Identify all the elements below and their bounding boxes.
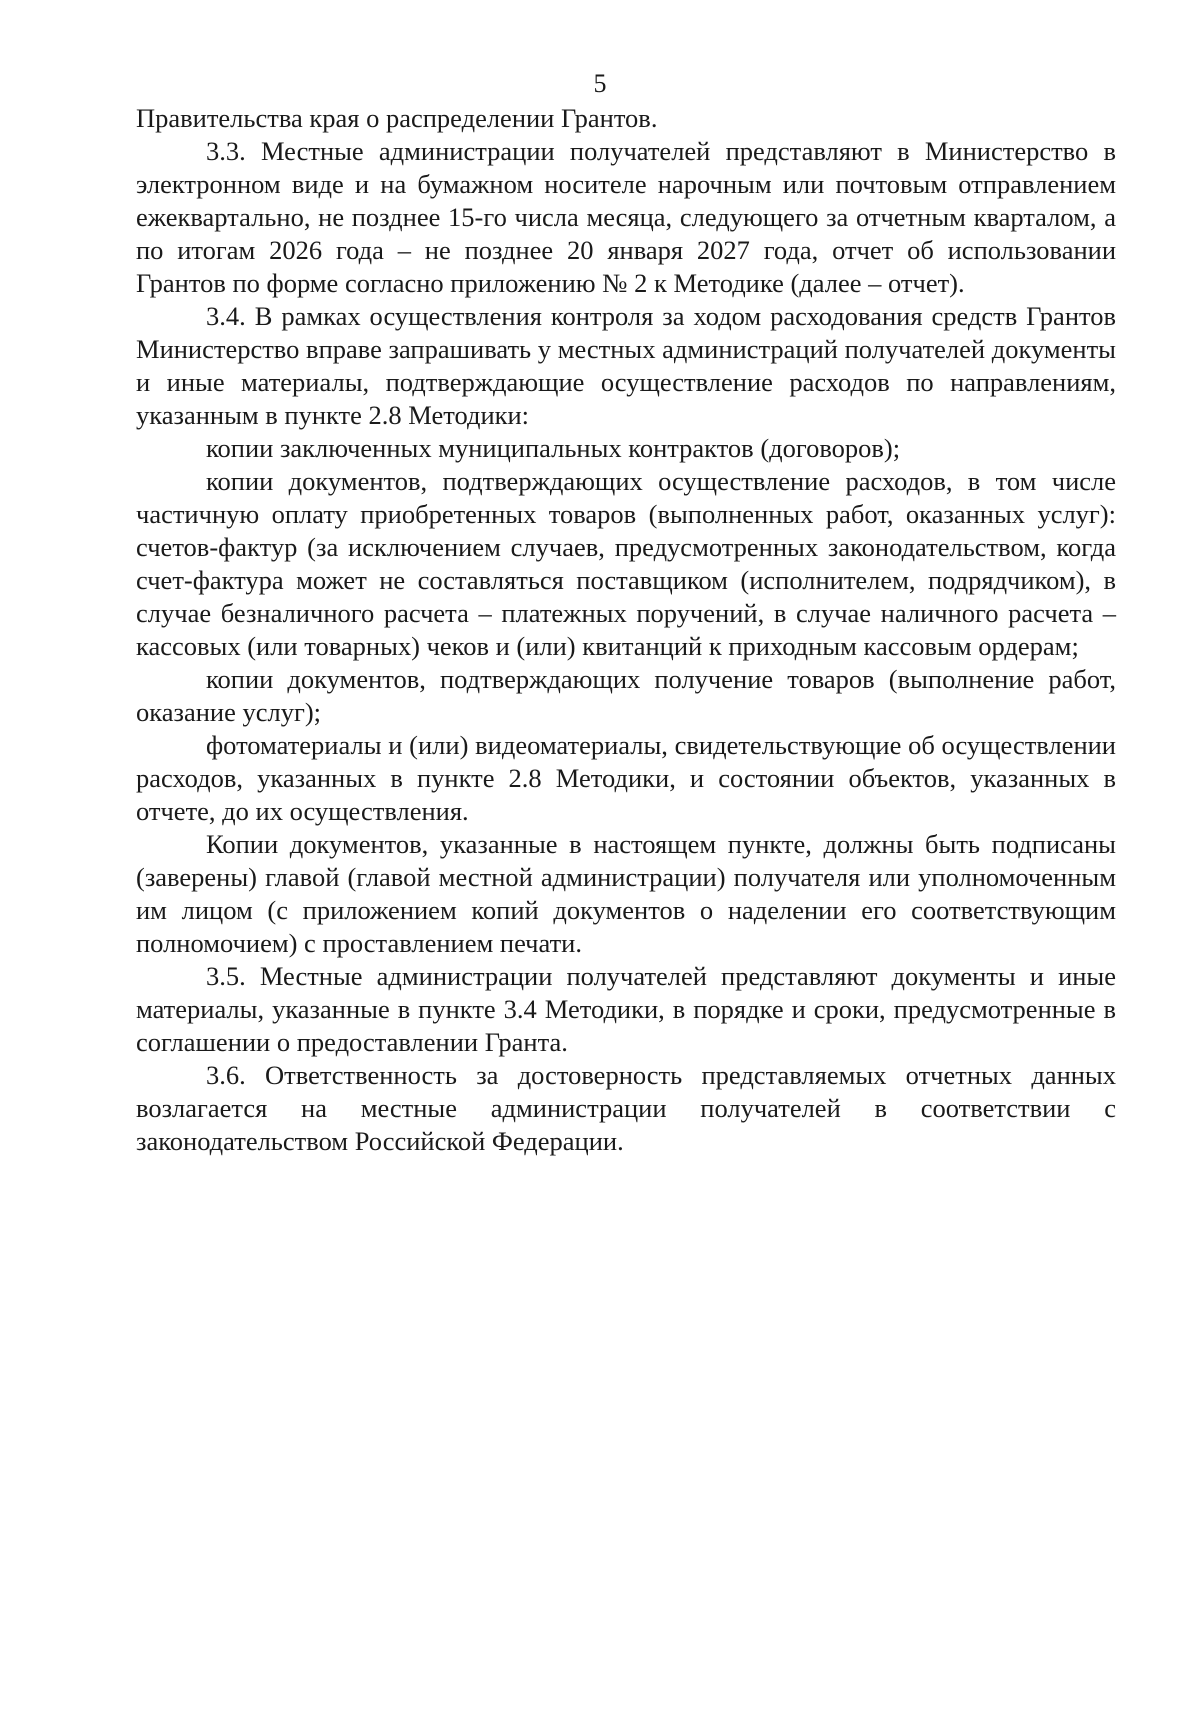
paragraph-3-6: 3.6. Ответственность за достоверность представляемых отчетных данных возлагается на местные администрации получателей в соответствии с законодательством Российской Федерации. — [136, 1060, 1116, 1156]
paragraph-3-3: 3.3. Местные администрации получателей представляют в Министерство в электронном виде и на бумажном носителе нарочным или почтовым отправлением ежеквартально, не позднее 15-го числа месяца, следующего за отчетным кварталом, а по итогам 2026 года – не позднее 20 января 2027 года, отчет об использовании Грантов по форме согласно приложению № 2 к Методике (далее – отчет). — [136, 136, 1116, 298]
document-body — [136, 102, 1116, 1158]
paragraph-certification: Копии документов, указанные в настоящем пункте, должны быть подписаны (заверены) главой (главой местной администрации) получателя или уполномоченным им лицом (с приложением копий документов о наделении его соответствующим полномочием) с проставлением печати. — [136, 829, 1116, 958]
list-item-contracts: копии заключенных муниципальных контрактов (договоров); — [206, 433, 901, 463]
page-number: 5 — [593, 69, 607, 98]
list-item-expense-documents: копии документов, подтверждающих осуществление расходов, в том числе частичную оплату приобретенных товаров (выполненных работ, оказанных услуг): счетов-фактур (за исключением случаев, предусмотренных законодательством, когда счет-фактура может не составляться поставщиком (исполнителем, подрядчиком), в случае безналичного расчета – платежных поручений, в случае наличного расчета – кассовых (или товарных) чеков и (или) квитанций к приходным кассовым ордерам; — [136, 466, 1116, 661]
list-item-photo-video: фотоматериалы и (или) видеоматериалы, свидетельствующие об осуществлении расходов, указанных в пункте 2.8 Методики, и состоянии объектов, указанных в отчете, до их осуществления. — [136, 730, 1116, 826]
paragraph-continuation: Правительства края о распределении Грантов. — [136, 103, 658, 133]
list-item-receipt-documents: копии документов, подтверждающих получение товаров (выполнение работ, оказание услуг); — [136, 664, 1116, 727]
paragraph-3-4: 3.4. В рамках осуществления контроля за ходом расходования средств Грантов Министерство вправе запрашивать у местных администраций получателей документы и иные материалы, подтверждающие осуществление расходов по направлениям, указанным в пункте 2.8 Методики: — [136, 301, 1116, 430]
paragraph-3-5: 3.5. Местные администрации получателей представляют документы и иные материалы, указанные в пункте 3.4 Методики, в порядке и сроки, предусмотренные в соглашении о предоставлении Гранта. — [136, 961, 1116, 1057]
